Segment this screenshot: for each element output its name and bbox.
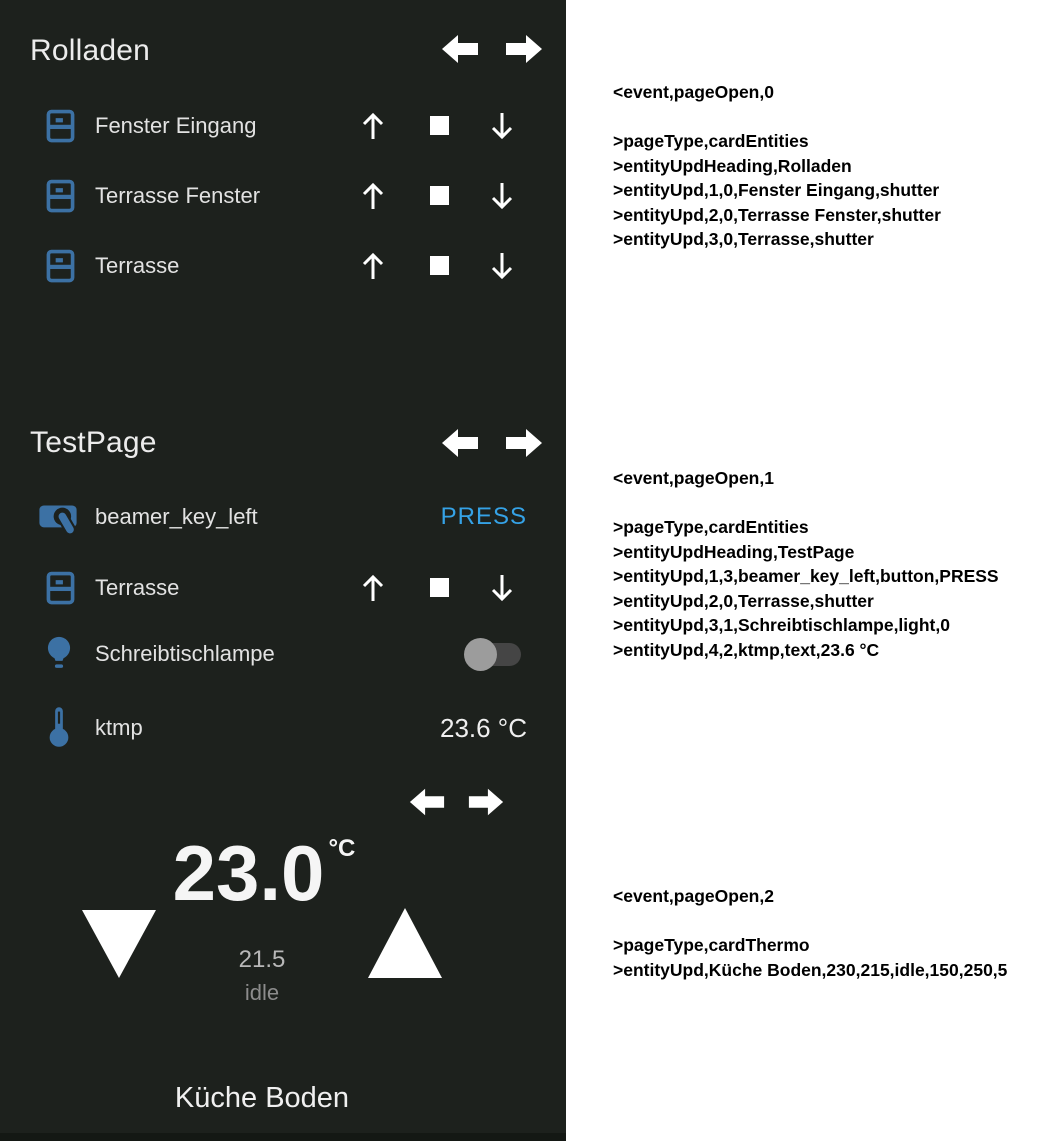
- protocol-line: >entityUpd,2,0,Terrasse,shutter: [613, 590, 874, 611]
- shutter-down-button[interactable]: [488, 110, 516, 142]
- protocol-line: >entityUpd,Küche Boden,230,215,idle,150,250,5: [613, 959, 1008, 980]
- arrow-left-icon: [440, 55, 480, 72]
- protocol-line: >entityUpd,3,0,Terrasse,shutter: [613, 229, 874, 249]
- card-thermo: [0, 770, 566, 1141]
- nav-prev-button[interactable]: [440, 30, 480, 68]
- protocol-line: [613, 491, 1043, 516]
- entity-row: [0, 704, 566, 752]
- entity-row: [0, 566, 566, 610]
- arrow-left-icon: [408, 807, 446, 824]
- protocol-line: [613, 909, 1043, 934]
- protocol-line: >pageType,cardEntities: [613, 131, 809, 151]
- nav-prev-button[interactable]: [408, 784, 448, 822]
- nav-next-button[interactable]: [467, 784, 507, 822]
- arrow-right-icon: [504, 449, 544, 466]
- protocol-line: >entityUpd,1,0,Fenster Eingang,shutter: [613, 180, 940, 200]
- target-temperature: 21.5: [238, 946, 286, 973]
- temperature-unit: °C: [328, 835, 356, 862]
- entity-row: [0, 244, 566, 288]
- shutter-down-button[interactable]: [488, 180, 516, 212]
- shutter-up-button[interactable]: [359, 572, 387, 604]
- press-button[interactable]: PRESS: [440, 503, 527, 530]
- protocol-line: >entityUpdHeading,Rolladen: [613, 155, 852, 176]
- arrow-right-icon: [504, 55, 544, 72]
- protocol-line: >entityUpd,1,3,beamer_key_left,button,PRESS: [613, 566, 999, 586]
- entity-label: Terrasse Fenster: [95, 183, 261, 208]
- current-temperature: [172, 829, 356, 917]
- window-shutter-icon: [46, 108, 75, 149]
- card-entities-rolladen: [0, 0, 566, 300]
- protocol-line: >entityUpd,4,2,ktmp,text,23.6 °C: [613, 639, 880, 660]
- entity-label: Schreibtischlampe: [95, 641, 275, 666]
- nav-prev-button[interactable]: [440, 424, 480, 462]
- entity-row: [0, 632, 566, 676]
- entity-row: [0, 104, 566, 148]
- protocol-block-page0: [613, 80, 1043, 252]
- entity-label: Terrasse: [95, 253, 180, 278]
- card-entities-testpage: [0, 392, 566, 762]
- shutter-down-button[interactable]: [488, 250, 516, 282]
- entity-label: Terrasse: [95, 575, 180, 600]
- hvac-state: idle: [244, 980, 280, 1005]
- entity-row: [0, 495, 566, 539]
- entity-label: Fenster Eingang: [95, 113, 257, 138]
- window-shutter-icon: [46, 248, 75, 289]
- shutter-up-button[interactable]: [359, 110, 387, 142]
- panel-bottom-strip: [0, 1133, 566, 1141]
- temp-decrease-button[interactable]: [82, 910, 156, 978]
- window-shutter-icon: [46, 178, 75, 219]
- shutter-stop-button[interactable]: [430, 116, 449, 135]
- protocol-block-page2: [613, 884, 1043, 982]
- protocol-line: >pageType,cardEntities: [613, 517, 809, 537]
- entity-row: [0, 174, 566, 218]
- nav-next-button[interactable]: [504, 30, 544, 68]
- protocol-line: >entityUpdHeading,TestPage: [613, 541, 855, 562]
- protocol-line: [613, 105, 1043, 130]
- shutter-down-button[interactable]: [488, 572, 516, 604]
- page-title: Rolladen: [30, 34, 151, 67]
- shutter-up-button[interactable]: [359, 180, 387, 212]
- entity-label: ktmp: [95, 715, 143, 740]
- temperature-value: 23.6 °C: [439, 713, 527, 743]
- shutter-up-button[interactable]: [359, 250, 387, 282]
- protocol-line: <event,pageOpen,0: [613, 82, 774, 102]
- protocol-line: >pageType,cardThermo: [613, 935, 810, 955]
- gesture-tap-button-icon: [38, 500, 78, 540]
- entity-label: beamer_key_left: [95, 504, 258, 529]
- shutter-stop-button[interactable]: [430, 578, 449, 597]
- protocol-line: >entityUpd,3,1,Schreibtischlampe,light,0: [613, 615, 950, 635]
- nav-next-button[interactable]: [504, 424, 544, 462]
- protocol-line: >entityUpd,2,0,Terrasse Fenster,shutter: [613, 204, 941, 225]
- arrow-right-icon: [467, 807, 505, 824]
- lightbulb-icon: [45, 635, 73, 680]
- shutter-stop-button[interactable]: [430, 186, 449, 205]
- current-temperature-value: 23.0: [172, 829, 325, 917]
- light-toggle-switch[interactable]: [468, 643, 521, 666]
- page-title: TestPage: [30, 426, 157, 459]
- toggle-knob: [464, 638, 497, 671]
- window-shutter-icon: [46, 570, 75, 611]
- shutter-stop-button[interactable]: [430, 256, 449, 275]
- thermostat-title: Küche Boden: [174, 1082, 350, 1114]
- protocol-block-page1: [613, 466, 1043, 662]
- protocol-line: <event,pageOpen,2: [613, 886, 774, 906]
- arrow-left-icon: [440, 449, 480, 466]
- thermometer-icon: [48, 706, 70, 753]
- protocol-line: <event,pageOpen,1: [613, 468, 774, 488]
- temp-increase-button[interactable]: [368, 908, 442, 978]
